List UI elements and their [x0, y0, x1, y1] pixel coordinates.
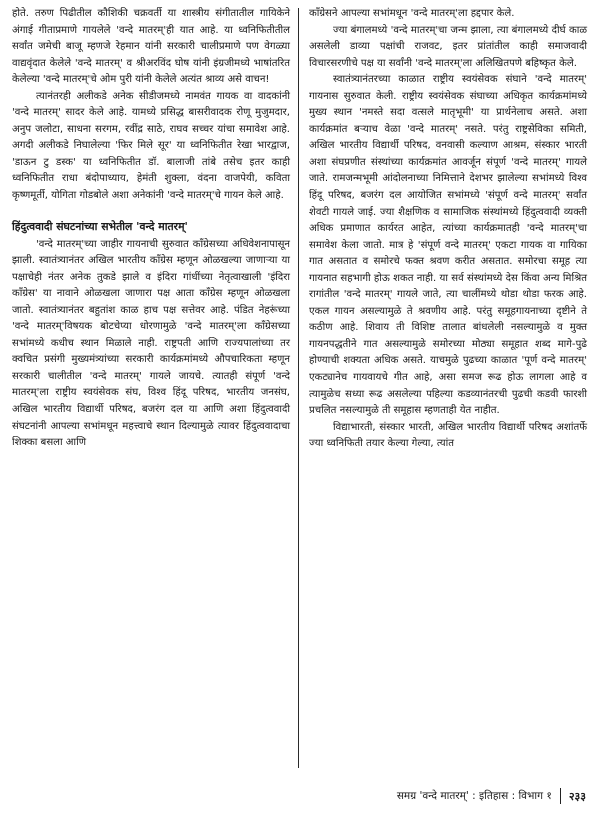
page-footer — [397, 787, 586, 805]
running-title: समग्र 'वन्दे मातरम्' : इतिहास : विभाग १ — [396, 790, 552, 802]
paragraph: स्वातंत्र्यानंतरच्या काळात राष्ट्रीय स्वयंसेवक संघाने 'वन्दे मातरम्' गायनास सुरुवात केली. राष्ट्रीय स्वयंसेवक संघाच्या अधिकृत कार्यक्रमांमध्ये मुख्य स्थान 'नमस्ते सदा वत्सले मातृभूमी' या प्रार्थनेलाच असते. अशा कार्यक्रमांत बऱ्याच वेळा 'वन्दे मातरम्' नसते. परंतु राष्ट्रसेविका समिती, अखिल भारतीय विद्यार्थी परिषद, वनवासी कल्याण आश्रम, संस्कार भारती अशा संघप्रणीत संस्थांच्या कार्यक्रमांत आवर्जून संपूर्ण 'वन्दे मातरम्' गायले जाते. रामजन्मभूमी आंदोलनाच्या निमित्ताने देशभर झालेल्या सभांमध्ये विश्व हिंदू परिषद, बजरंग दल आयोजित सभांमध्ये 'संपूर्ण वन्दे मातरम्' सर्वांत शेवटी गायले जाई. ज्या शैक्षणिक व सामाजिक संस्थांमध्ये हिंदुत्ववादी व्यक्ती अधिक प्रमाणात कार्यरत आहेत, त्यांच्या कार्यक्रमातही 'वन्दे मातरम्'चा समावेश केला जातो. मात्र हे 'संपूर्ण वन्दे मातरम्' एकटा गायक वा गायिका गात असतात व समोरचे फक्त श्रवण करीत असतात. समोरचा समूह त्या गायनात सहभागी होऊ शकत नाही. या सर्व संस्थांमध्ये देस किंवा अन्य मिश्रित रागांतील 'वन्दे मातरम्' गायले जाते, त्या चालींमध्ये थोडा थोडा फरक आहे. एकल गायन असल्यामुळे ते श्रवणीय आहे. परंतु समूहगायनाच्या दृष्टीने ते कठीण आहे. शिवाय ती विशिष्ट तालात बांधलेली नसल्यामुळे व मुक्त गायनपद्धतीने गात असल्यामुळे समोरच्या मोठ्या समूहात शब्द मागे-पुढे होण्याची शक्यता अधिक असते. याचमुळे पुढच्या काळात 'पूर्ण वन्दे मातरम्' एकट्यानेच गायवायचे गीत आहे, असा समज रूढ होऊ लागला आहे व त्यामुळेच सध्या रूढ असलेल्या पहिल्या कडव्यानंतरची पुढची कडवी फारशी प्रचलित नसल्यामुळे ती समूहास म्हणताही येत नाहीत. — [309, 74, 587, 417]
page-number: २३३ — [568, 789, 586, 803]
paragraph: त्यानंतरही अलीकडे अनेक सीडीजमध्ये नामवंत गायक वा वादकांनी 'वन्दे मातरम्' सादर केले आहे. यामध्ये प्रसिद्ध बासरीवादक रोणू मुजुमदार, अनुप जलोटा, साधना सरगम, रवींद्र साठे, राघव सच्चर यांचा समावेश आहे. अगदी अलीकडे निघालेल्या 'फिर मिले सूर' या ध्वनिफितीत रेखा भारद्वाज, 'डाऊन टु डस्क' या ध्वनिफितीत डॉ. बालाजी तांबे तसेच इतर काही ध्वनिफितीत राधा बंदोपाध्याय, हेमंती शुक्ला, वंदना वाजपेयी, कविता कृष्णमूर्ती, योगिता गोडबोले अशा अनेकांनी 'वन्दे मातरम्'चे गायन केले आहे. — [12, 90, 290, 202]
column-divider — [298, 8, 299, 768]
paragraph: ज्या बंगालमध्ये 'वन्दे मातरम्'चा जन्म झाला, त्या बंगालमध्ये दीर्घ काळ असलेली डाव्या पक्षांची राजवट, इतर प्रांतांतील काही समाजवादी विचारसरणीचे पक्ष या सर्वांनी 'वन्दे मातरम्'ला अलिखितपणे बहिष्कृत केले. — [309, 24, 587, 69]
left-column — [12, 6, 290, 452]
footer-separator — [560, 788, 561, 804]
paragraph: होते. तरुण पिढीतील कौशिकी चक्रवर्ती या शास्त्रीय संगीतातील गायिकेने अंगाई गीताप्रमाणे गायलेले 'वन्दे मातरम्'ही यात आहे. या ध्वनिफितीतील सर्वांत जमेची बाजू म्हणजे रेहमान यांनी सरकारी चालीप्रमाणे पण वेगळ्या वाद्यवृंदात केलेले 'वन्दे मातरम्' व श्रीअरविंद घोष यांनी इंग्रजीमध्ये भाषांतरित केलेल्या 'वन्दे मातरम्'चे ओम पुरी यांनी केलेले अत्यंत श्राव्य असे वाचन! — [12, 8, 290, 86]
section-heading: हिंदुत्ववादी संघटनांच्या सभेतील 'वन्दे मातरम्' — [12, 219, 188, 233]
paragraph: काँग्रेसने आपल्या सभांमधून 'वन्दे मातरम्'ला हद्दपार केले. — [309, 8, 515, 19]
right-column — [309, 6, 587, 453]
paragraph: 'वन्दे मातरम्'च्या जाहीर गायनाची सुरुवात काँग्रेसच्या अधिवेशनापासून झाली. स्वातंत्र्यानंतर अखिल भारतीय काँग्रेस म्हणून ओळखल्या जाणाऱ्या या पक्षाचेही नंतर अनेक तुकडे झाले व इंदिरा गांधींच्या नेतृत्वाखाली 'इंदिरा काँग्रेस' या नावाने ओळखला जाणारा पक्ष आता काँग्रेस म्हणून ओळखला जातो. स्वातंत्र्यानंतर बहुतांश काळ हाच पक्ष सत्तेवर आहे. पंडित नेहरूंच्या 'वन्दे मातरम्'विषयक बोटचेप्या धोरणामुळे 'वन्दे मातरम्'ला काँग्रेसच्या सभांमध्ये कधीच स्थान मिळाले नाही. राष्ट्रपती आणि राज्यपालांच्या तर क्वचित प्रसंगी मुख्यमंत्र्यांच्या सरकारी कार्यक्रमांमध्ये औपचारिकता म्हणून सरकारी चालीतील 'वन्दे मातरम्' गायले जायचे. त्यातही संपूर्ण 'वन्दे मातरम्'ला राष्ट्रीय स्वयंसेवक संघ, विश्व हिंदू परिषद, भारतीय जनसंघ, अखिल भारतीय विद्यार्थी परिषद, बजरंग दल या आणि अशा हिंदुत्ववादी संघटनांनी आपल्या सभांमधून महत्त्वाचे स्थान दिल्यामुळे त्यावर हिंदुत्ववादाचा शिक्का बसला आणि — [12, 238, 290, 449]
paragraph: विद्याभारती, संस्कार भारती, अखिल भारतीय विद्यार्थी परिषद अशांतर्फे ज्या ध्वनिफिती तयार केल्या गेल्या, त्यांत — [309, 421, 587, 450]
